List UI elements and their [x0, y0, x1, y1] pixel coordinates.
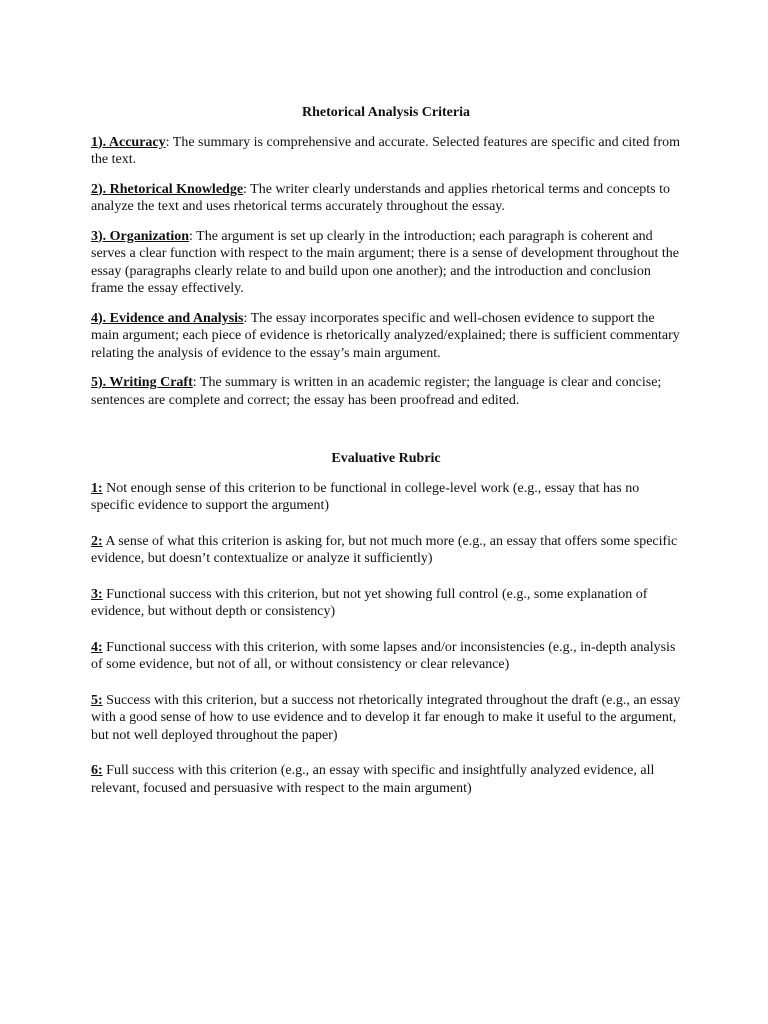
rubric-level-number: 2: [91, 533, 103, 549]
criterion-accuracy [91, 134, 681, 169]
criterion-title: 1). Accuracy [91, 134, 166, 150]
rubric-level-number: 6: [91, 763, 103, 778]
rubric-level-text: Full success with this criterion (e.g., an essay with specific and insightfully analyzed evidence, all relevant, focused and persuasive with respect to the main argument) [91, 763, 655, 796]
criterion-text: : The argument is set up clearly in the introduction; each paragraph is coherent and serves a clear function with respect to the main argument; there is a sense of development throughout the essay (paragraphs clearly relate to and build upon one another); and the introduction and conclusion frame the essay effectively. [91, 228, 679, 296]
criterion-text: : The essay incorporates specific and well-chosen evidence to support the main argument; each piece of evidence is rhetorically analyzed/explained; there is sufficient commentary relating the analysis of evidence to the essay’s main argument. [91, 310, 680, 361]
rubric-level-number: 1: [91, 480, 103, 496]
criterion-writing-craft [91, 374, 681, 409]
criterion-title: 5). Writing Craft [91, 375, 193, 390]
criterion-title: 3). Organization [91, 228, 189, 244]
rubric-level-number: 4: [91, 639, 103, 655]
criterion-title: 4). Evidence and Analysis [91, 310, 244, 326]
criteria-heading: Rhetorical Analysis Criteria [302, 105, 470, 120]
rubric-level-6 [91, 762, 681, 797]
rubric-heading: Evaluative Rubric [331, 451, 441, 466]
criterion-rhetorical-knowledge [91, 181, 681, 216]
rubric-level-text: Not enough sense of this criterion to be functional in college-level work (e.g., essay that has no specific evidence to support the argument) [91, 480, 640, 513]
rubric-level-4 [91, 639, 681, 674]
rubric-level-3 [91, 586, 681, 621]
rubric-level-number: 3: [91, 586, 103, 602]
rubric-level-1 [91, 480, 681, 515]
rubric-level-number: 5: [91, 692, 103, 708]
rubric-level-text: A sense of what this criterion is asking for, but not much more (e.g., an essay that offers some specific evidence, but doesn’t contextualize or analyze it sufficiently) [91, 533, 678, 566]
rubric-level-text: Functional success with this criterion, but not yet showing full control (e.g., some explanation of evidence, but without depth or consistency) [91, 586, 648, 619]
criterion-organization [91, 228, 681, 298]
rubric-level-2 [91, 533, 681, 568]
criterion-text: : The summary is written in an academic register; the language is clear and concise; sentences are complete and correct; the essay has been proofread and edited. [91, 375, 662, 408]
rubric-level-text: Functional success with this criterion, with some lapses and/or inconsistencies (e.g., in-depth analysis of some evidence, but not of all, or without consistency or clear relevance) [91, 639, 676, 672]
criterion-text: : The writer clearly understands and applies rhetorical terms and concepts to analyze the text and uses rhetorical terms accurately throughout the essay. [91, 181, 671, 214]
rubric-level-5 [91, 692, 681, 745]
criterion-evidence-and-analysis [91, 310, 681, 363]
document-page [91, 104, 681, 815]
criterion-title: 2). Rhetorical Knowledge [91, 181, 244, 197]
rubric-level-text: Success with this criterion, but a success not rhetorically integrated throughout the draft (e.g., an essay with a good sense of how to use evidence and to develop it far enough to make it useful to the argument, but not well deployed throughout the paper) [91, 692, 681, 743]
criterion-text: : The summary is comprehensive and accurate. Selected features are specific and cited from the text. [91, 134, 681, 167]
